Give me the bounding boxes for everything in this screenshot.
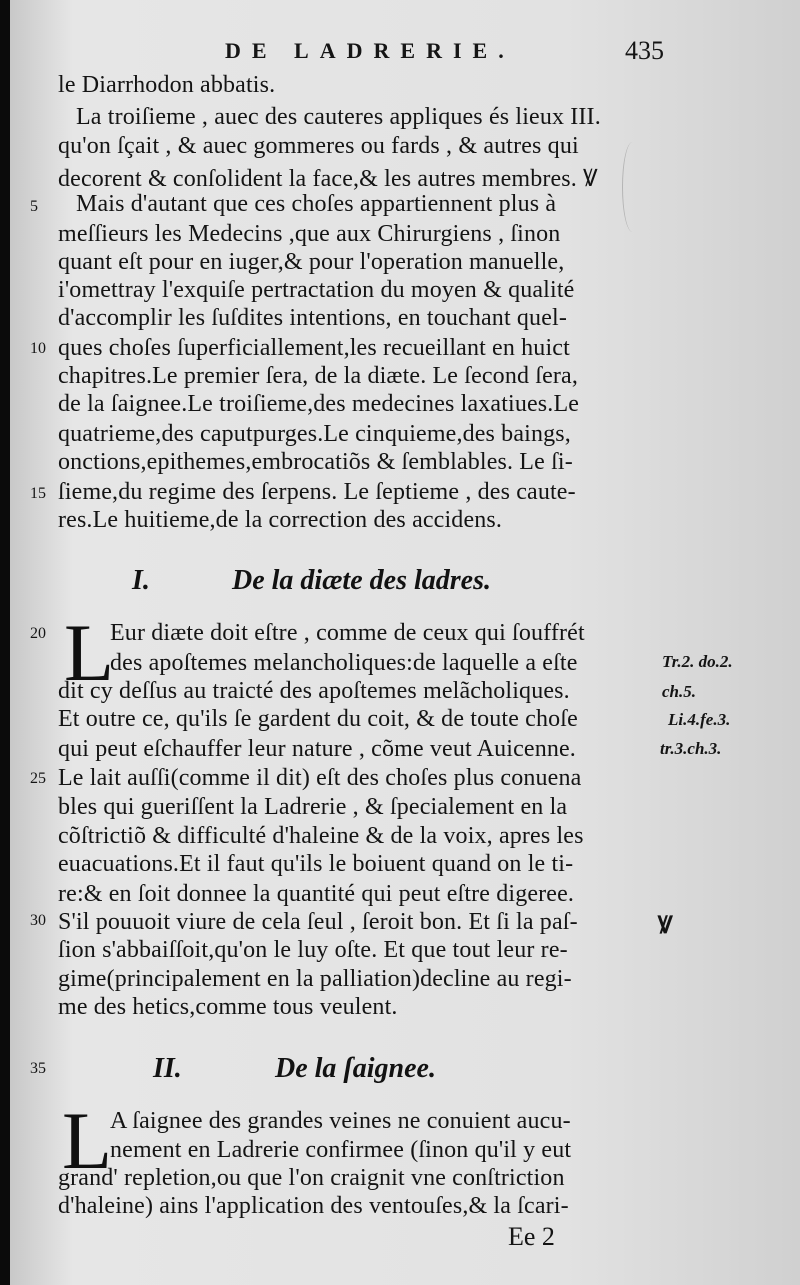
- section-number: II.: [153, 1053, 182, 1084]
- text-line: onctions,epithemes,embrocatiõs & ſemblables. Le ſi-: [58, 449, 573, 475]
- drop-cap: L: [62, 1095, 113, 1186]
- text-line: meſſieurs les Medecins ,que aux Chirurgiens , ſinon: [58, 221, 561, 247]
- text-line: grand' repletion,ou que l'on craignit vne conſtriction: [58, 1165, 565, 1191]
- page-number: 435: [625, 36, 664, 65]
- line-number: 35: [30, 1060, 46, 1077]
- text-line: res.Le huitieme,de la correction des accidens.: [58, 507, 503, 533]
- text-line: decorent & conſolident la face,& les autres membres. Ꝟ: [58, 166, 598, 192]
- text-line: ques choſes ſuperficiallement,les recueillant en huict: [58, 335, 570, 361]
- text-line: ſion s'abbaiſſoit,qu'on le luy oſte. Et que tout leur re-: [58, 937, 568, 963]
- line-number: 10: [30, 340, 46, 357]
- line-number: 25: [30, 770, 46, 787]
- text-line: S'il pouuoit viure de cela ſeul , ſeroit bon. Et ſi la paſ-: [58, 909, 578, 935]
- line-number: 5: [30, 198, 38, 215]
- text-line: ſieme,du regime des ſerpens. Le ſeptieme , des caute-: [58, 479, 576, 505]
- text-line: Le lait auſſi(comme il dit) eſt des choſes plus conuena: [58, 765, 582, 791]
- signature-mark: Ee 2: [508, 1222, 555, 1251]
- section-heading: De la diæte des ladres.: [232, 565, 491, 596]
- text-line: dit cy deſſus au traicté des apoſtemes melãcholiques.: [58, 678, 570, 704]
- text-line: cõſtrictiõ & difficulté d'haleine & de la voix, apres les: [58, 823, 584, 849]
- margin-reference: ch.5.: [662, 682, 696, 701]
- text-line: A ſaignee des grandes veines ne conuient aucu-: [110, 1108, 571, 1134]
- line-number: 20: [30, 625, 46, 642]
- bleed-through-mark: [622, 142, 643, 232]
- margin-reference: Tr.2. do.2.: [662, 652, 733, 671]
- text-line: nement en Ladrerie confirmee (ſinon qu'il y eut: [110, 1137, 572, 1163]
- text-line: d'accomplir les ſuſdites intentions, en touchant quel-: [58, 305, 567, 331]
- margin-reference: Li.4.fe.3.: [668, 710, 731, 729]
- text-line: i'omettray l'exquiſe pertractation du moyen & qualité: [58, 277, 575, 303]
- text-line: euacuations.Et il faut qu'ils le boiuent quand on le ti-: [58, 851, 574, 877]
- text-line: me des hetics,comme tous veulent.: [58, 994, 398, 1020]
- margin-reference: tr.3.ch.3.: [660, 739, 722, 758]
- drop-cap: L: [64, 607, 115, 698]
- running-head: DE LADRERIE.: [225, 38, 515, 63]
- text-line: qu'on ſçait , & auec gommeres ou fards , & autres qui: [58, 133, 579, 159]
- text-line: de la ſaignee.Le troiſieme,des medecines laxatiues.Le: [58, 391, 580, 417]
- book-page: [10, 0, 800, 1285]
- text-line: quatrieme,des caputpurges.Le cinquieme,des baings,: [58, 421, 571, 447]
- text-line: des apoſtemes melancholiques:de laquelle a eſte: [110, 650, 578, 676]
- text-line: qui peut eſchauffer leur nature , cõme veut Auicenne.: [58, 736, 576, 762]
- line-number: 15: [30, 485, 46, 502]
- manicule-icon: Ꝟ: [658, 913, 673, 939]
- text-line: chapitres.Le premier ſera, de la diæte. Le ſecond ſera,: [58, 363, 578, 389]
- text-line: Et outre ce, qu'ils ſe gardent du coit, & de toute choſe: [58, 706, 578, 732]
- text-line: Mais d'autant que ces choſes appartiennent plus à: [76, 191, 557, 217]
- line-number: 30: [30, 912, 46, 929]
- text-line: gime(principalement en la palliation)decline au regi-: [58, 966, 572, 992]
- text-line: re:& en ſoit donnee la quantité qui peut eſtre digeree.: [58, 881, 575, 907]
- text-line: le Diarrhodon abbatis.: [58, 72, 276, 98]
- text-line: quant eſt pour en iuger,& pour l'operation manuelle,: [58, 249, 565, 275]
- text-line: La troiſieme , auec des cauteres appliques és lieux III.: [76, 104, 601, 130]
- text-line: Eur diæte doit eſtre , comme de ceux qui ſouffrét: [110, 620, 585, 646]
- text-line: bles qui gueriſſent la Ladrerie , & ſpecialement en la: [58, 794, 568, 820]
- text-line: d'haleine) ains l'application des ventouſes,& la ſcari-: [58, 1193, 569, 1219]
- section-number: I.: [132, 565, 150, 596]
- section-heading: De la ſaignee.: [275, 1053, 436, 1084]
